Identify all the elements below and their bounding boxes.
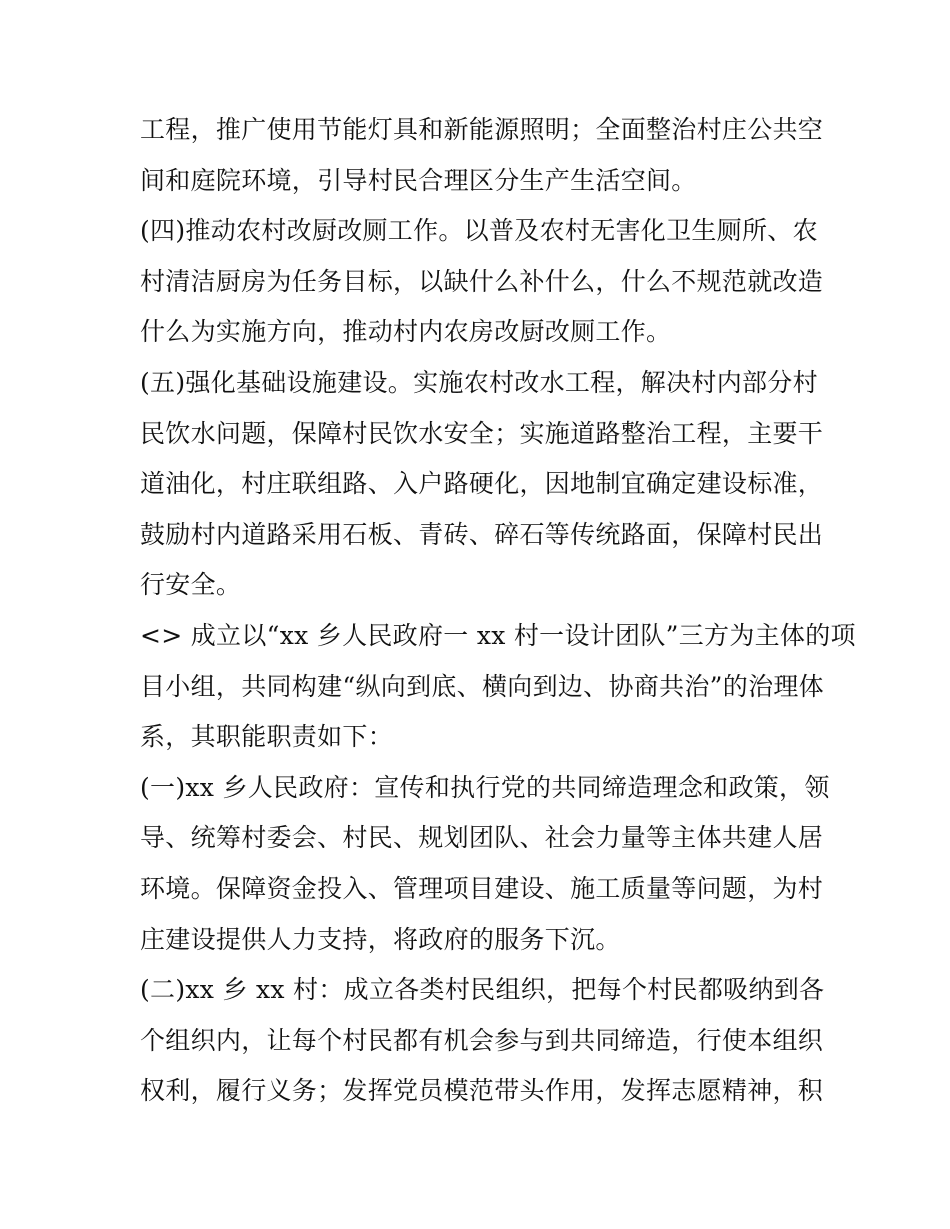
text-line: 民饮水问题，保障村民饮水安全；实施道路整治工程，主要干 [140,418,824,448]
text-line: 目小组，共同构建“纵向到底、横向到边、协商共治”的治理体 [140,671,824,701]
text-line: 环境。保障资金投入、管理项目建设、施工质量等问题，为村 [140,873,824,903]
text-line: 系，其职能职责如下： [140,722,394,752]
text-line: 什么为实施方向，推动村内农房改厨改厕工作。 [140,317,672,347]
body-text [140,110,856,1122]
text-line: 工程，推广使用节能灯具和新能源照明；全面整治村庄公共空 [140,115,824,144]
text-line: 导、统筹村委会、村民、规划团队、社会力量等主体共建人居 [140,823,824,853]
text-line: 间和庭院环境，引导村民合理区分生产生活空间。 [140,165,697,195]
text-line: 鼓励村内道路采用石板、青砖、碎石等传统路面，保障村民出 [140,519,824,549]
text-line: <> 成立以“xx 乡人民政府一 xx 村一设计团队”三方为主体的项 [140,620,856,650]
text-line: (五)强化基础设施建设。实施农村改水工程，解决村内部分村 [140,367,818,397]
text-line: 行安全。 [140,570,242,600]
text-line: (一)xx 乡人民政府：宣传和执行党的共同缔造理念和政策，领 [140,772,830,802]
text-line: 个组织内，让每个村民都有机会参与到共同缔造，行使本组织 [140,1025,824,1055]
text-line: (二)xx 乡 xx 村：成立各类村民组织，把每个村民都吸纳到各 [140,975,825,1005]
text-line: 权利，履行义务；发挥党员模范带头作用，发挥志愿精神，积 [140,1076,824,1106]
text-line: 道油化，村庄联组路、入户路硬化，因地制宜确定建设标准， [140,469,824,499]
text-line: 庄建设提供人力支持，将政府的服务下沉。 [140,924,621,954]
text-line: (四)推动农村改厨改厕工作。以普及农村无害化卫生厕所、农 [140,216,818,246]
text-line: 村清洁厨房为任务目标，以缺什么补什么，什么不规范就改造 [140,266,824,296]
